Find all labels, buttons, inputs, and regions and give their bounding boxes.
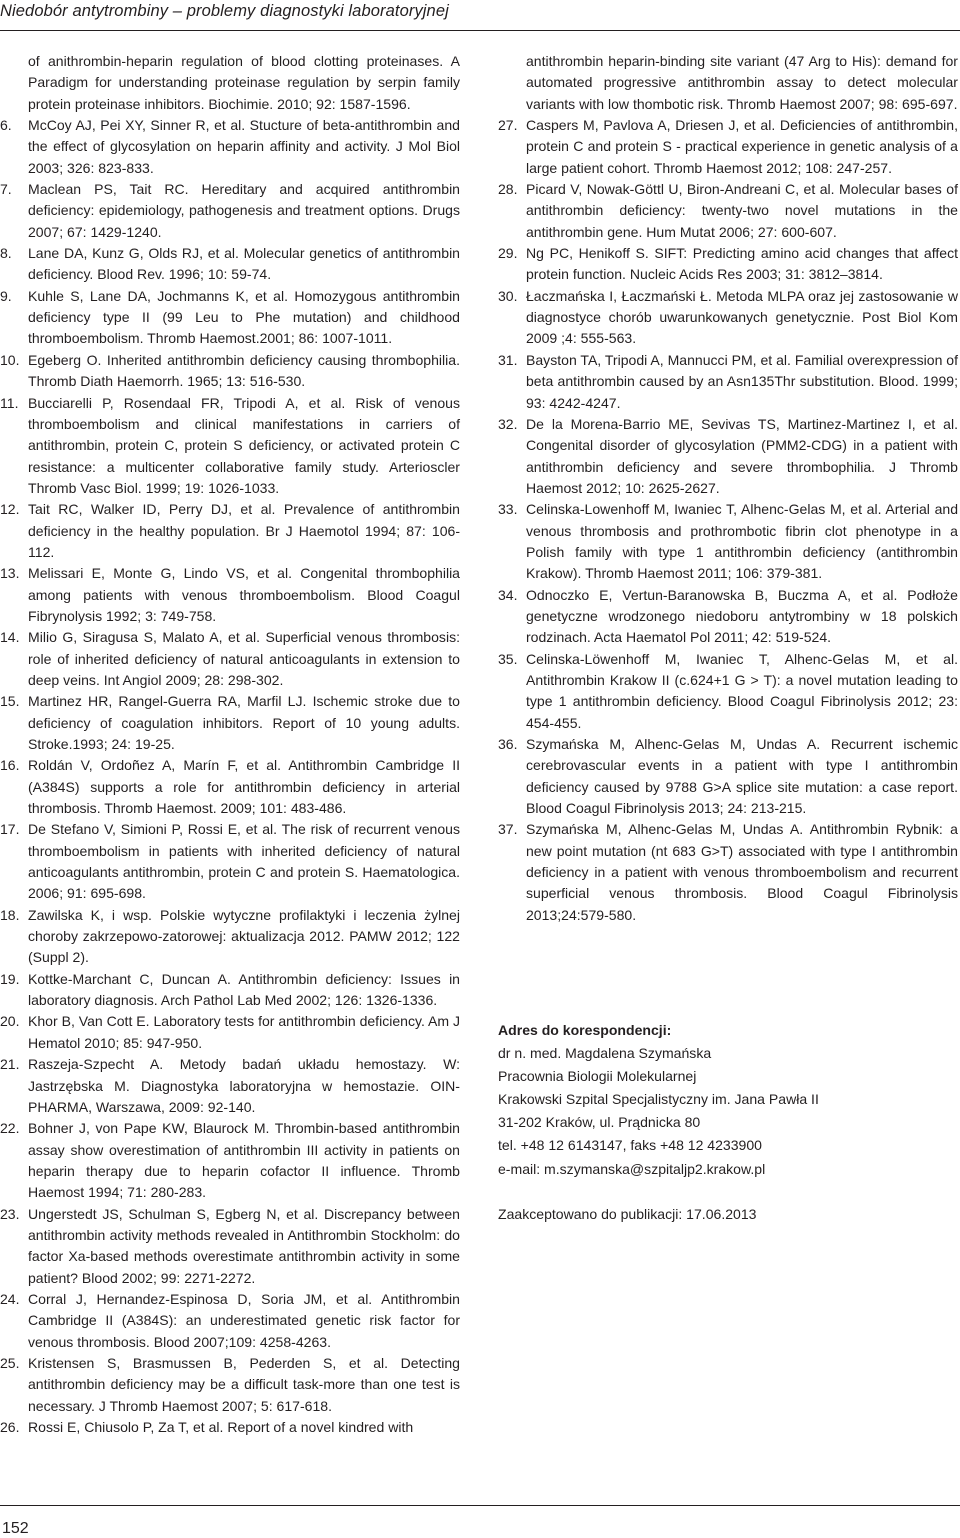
correspondence-block: [498, 1019, 958, 1181]
reference-item: [0, 243, 460, 286]
reference-text: Tait RC, Walker ID, Perry DJ, et al. Prevalence of antithrombin deficiency in the healthy population. Br J Haemotol 1994; 87: 106-112.: [28, 501, 460, 560]
reference-item: [0, 1054, 460, 1118]
reference-number: 13.: [0, 565, 20, 582]
reference-text: Celinska-Lowenhoff M, Iwaniec T, Alhenc-Gelas M, et al. Arterial and venous thrombosis and prothrombotic fibrin clot phenotype in a Polish family with type 1 antithrombin deficiency (antithrombin Krakow). Thromb Haemost 2011; 106: 379-381.: [526, 501, 958, 582]
reference-item: [0, 1011, 460, 1054]
reference-item: [498, 649, 958, 734]
reference-text: Roldán V, Ordoñez A, Marín F, et al. Antithrombin Cambridge II (A384S) supports a role for antithrombin deficiency in arterial thrombosis. Thromb Haemost. 2009; 101: 483-486.: [28, 757, 460, 817]
reference-number: 28.: [498, 181, 518, 198]
reference-text: Ng PC, Henikoff S. SIFT: Predicting amino acid changes that affect protein function. Nucleic Acids Res 2003; 31: 3812–3814.: [526, 245, 958, 283]
reference-number: 14.: [0, 629, 20, 646]
reference-text: Caspers M, Pavlova A, Driesen J, et al. Deficiencies of antithrombin, protein C and protein S - practical experience in genetic analysis of a large patient cohort. Thromb Haemost 2012; 108: 247-257.: [526, 117, 958, 176]
reference-item: [0, 393, 460, 500]
reference-text: Odnoczko E, Vertun-Baranowska B, Buczma A, et al. Podłoże genetyczne wrodzonego niedoboru antytrombiny w 18 polskich rodzinach. Acta Haematol Pol 2011; 42: 519-524.: [526, 586, 958, 646]
reference-text: Rossi E, Chiusolo P, Za T, et al. Report of a novel kindred with: [28, 1419, 414, 1435]
reference-list: [0, 115, 460, 1438]
reference-item: [0, 115, 460, 179]
reference-number: 25.: [0, 1354, 20, 1371]
reference-number: 34.: [498, 586, 518, 603]
reference-text: Milio G, Siragusa S, Malato A, et al. Superficial venous thrombosis: role of inherited deficiency of natural anticoagulants in extension to deep veins. Int Angiol 2009; 28: 298-302.: [28, 629, 460, 688]
reference-text: De la Morena-Barrio ME, Sevivas TS, Martinez-Martinez I, et al. Congenital disorder of glycosylation (PMM2-CDG) in a patient with antithrombin deficiency and severe thrombophilia. J Thromb Haemost 2012; 10: 2625-2627.: [526, 415, 958, 496]
reference-number: 16.: [0, 757, 20, 774]
correspondence-address: 31-202 Kraków, ul. Prądnicka 80: [498, 1114, 701, 1131]
reference-item: [0, 819, 460, 904]
reference-item: [0, 1289, 460, 1353]
reference-number: 26.: [0, 1419, 20, 1435]
reference-item: [0, 179, 460, 243]
reference-text: Zawilska K, i wsp. Polskie wytyczne profilaktyki i leczenia żylnej choroby zakrzepowo-zatorowej: aktualizacja 2012. PAMW 2012; 122 (Suppl 2).: [28, 906, 460, 966]
reference-text: Bucciarelli P, Rosendaal FR, Tripodi A, et al. Risk of venous thromboembolism and clinical manifestations in carriers of antithrombin, protein C, protein S deficiency, or activated protein C resistance: a multicenter collaborative family study. Arterioscler Thromb Vasc Biol. 1999; 19: 1026-1033.: [28, 394, 460, 496]
reference-number: 19.: [0, 970, 20, 987]
reference-item: [498, 414, 958, 499]
reference-text: Ungerstedt JS, Schulman S, Egberg N, et al. Discrepancy between antithrombin activity methods revealed in Antithrombin Stockholm: do factor Xa-based methods overestimate antithrombin activity in some patient? Blood 2002; 99: 2271-2272.: [28, 1205, 460, 1286]
reference-number: 18.: [0, 906, 20, 923]
reference-item: [0, 286, 460, 350]
reference-text: Szymańska M, Alhenc-Gelas M, Undas A. Recurrent ischemic cerebrovascular events in a patient with type I antithrombin deficiency caused by 9788 G>A splice site mutation: a case report. Blood Coagul Fibrinolysis 2013; 24: 213-215.: [526, 736, 958, 817]
reference-item: [498, 179, 958, 243]
reference-item: [498, 243, 958, 286]
reference-number: 33.: [498, 501, 518, 518]
reference-list: [498, 115, 958, 926]
reference-number: 12.: [0, 501, 20, 518]
reference-number: 23.: [0, 1205, 20, 1222]
header-divider: [0, 30, 960, 31]
reference-item: [0, 969, 460, 1012]
page-number: 152: [2, 1520, 29, 1537]
reference-item: [0, 627, 460, 691]
reference-text: Khor B, Van Cott E. Laboratory tests for antithrombin deficiency. Am J Hematol 2010; 85: 947-950.: [28, 1013, 461, 1051]
reference-text: Szymańska M, Alhenc-Gelas M, Undas A. Antithrombin Rybnik: a new point mutation (nt 683 G>T) associated with type I antithrombin deficiency in a patient with venous thromboembolism and recurrent superficial venous thrombosis. Blood Coagul Fibrinolysis 2013;24:579-580.: [526, 821, 958, 923]
reference-text: McCoy AJ, Pei XY, Sinner R, et al. Stucture of beta-antithrombin and the effect of glycosylation on heparin affinity and activity. J Mol Biol 2003; 326: 823-833.: [28, 117, 460, 176]
reference-number: 6.: [0, 117, 12, 134]
reference-item: [498, 734, 958, 819]
reference-number: 27.: [498, 117, 518, 134]
right-column: [498, 51, 958, 926]
reference-number: 17.: [0, 821, 20, 838]
reference-text: Bohner J, von Pape KW, Blaurock M. Thrombin-based antithrombin assay show overestimation of antithrombin III activity in patients on heparin therapy due to heparin cofactor II influence. Thromb Haemost 1994; 71: 280-283.: [28, 1120, 460, 1201]
reference-text: Kristensen S, Brasmussen B, Pederden S, et al. Detecting antithrombin deficiency may be a difficult task-more than one test is necessary. J Thromb Haemost 2007; 5: 617-618.: [28, 1354, 460, 1414]
reference-item: [0, 499, 460, 563]
reference-item: [0, 1118, 460, 1203]
reference-number: 8.: [0, 245, 12, 262]
reference-number: 35.: [498, 650, 518, 667]
reference-item: [498, 819, 958, 926]
correspondence-hospital: Krakowski Szpital Specjalistyczny im. Jana Pawła II: [498, 1091, 819, 1108]
correspondence-name: dr n. med. Magdalena Szymańska: [498, 1045, 712, 1062]
acceptance-date: Zaakceptowano do publikacji: 17.06.2013: [498, 1206, 757, 1222]
reference-item: [498, 585, 958, 649]
correspondence-heading: Adres do korespondencji:: [498, 1022, 672, 1038]
reference-item: [0, 1204, 460, 1289]
reference-number: 21.: [0, 1056, 20, 1073]
reference-number: 20.: [0, 1013, 20, 1030]
reference-text: Łaczmańska I, Łaczmański Ł. Metoda MLPA oraz jej zastosowanie w diagnostyce chorób uwarunkowanych genetycznie. Post Biol Kom 2009 ;4: 555-563.: [526, 287, 958, 347]
reference-number: 22.: [0, 1120, 20, 1137]
reference-item: [498, 499, 958, 584]
reference-text: Bayston TA, Tripodi A, Mannucci PM, et al. Familial overexpression of beta antithrombin caused by an Asn135Thr substitution. Blood. 1999; 93: 4242-4247.: [526, 351, 958, 411]
footer-divider: [0, 1505, 960, 1506]
reference-text: Celinska-Löwenhoff M, Iwaniec T, Alhenc-Gelas M, et al. Antithrombin Krakow II (c.624+1 G > T): a novel mutation leading to type 1 antithrombin deficiency. Blood Coagul Fibrinolysis 2012; 23: 454-455.: [526, 650, 958, 731]
reference-number: 11.: [0, 394, 19, 411]
reference-item: [0, 691, 460, 755]
reference-continuation: antithrombin heparin-binding site variant (47 Arg to His): demand for automated progressive antithrombin assay to detect molecular variants with low thombotic risk. Thromb Haemost 2007; 98: 695-697.: [526, 53, 958, 112]
reference-item: [0, 1417, 460, 1438]
reference-number: 24.: [0, 1290, 20, 1307]
reference-item: [0, 905, 460, 969]
reference-text: Kottke-Marchant C, Duncan A. Antithrombin deficiency: Issues in laboratory diagnosis. Arch Pathol Lab Med 2002; 126: 1326-1336.: [28, 970, 460, 1009]
reference-number: 32.: [498, 415, 518, 432]
reference-number: 9.: [0, 287, 12, 304]
correspondence-department: Pracownia Biologii Molekularnej: [498, 1068, 697, 1085]
reference-text: De Stefano V, Simioni P, Rossi E, et al. The risk of recurrent venous thromboembolism in patients with inherited deficiency of natural anticoagulants antithrombin, protein C and protein S. Haematologica. 2006; 91: 695-698.: [28, 821, 460, 902]
reference-text: Egeberg O. Inherited antithrombin deficiency causing thrombophilia. Thromb Diath Haemorrh. 1965; 13: 516-530.: [28, 351, 460, 390]
reference-item: [498, 115, 958, 179]
reference-item: [498, 350, 958, 414]
reference-item: [0, 350, 460, 393]
reference-number: 30.: [498, 287, 518, 304]
reference-text: Raszeja-Szpecht A. Metody badań układu hemostazy. W: Jastrzębska M. Diagnostyka laboratoryjna w hemostazie. OIN-PHARMA, Warszawa, 2009: 92-140.: [28, 1056, 460, 1115]
reference-text: Maclean PS, Tait RC. Hereditary and acquired antithrombin deficiency: epidemiology, pathogenesis and treatment options. Drugs 2007; 67: 1429-1240.: [28, 181, 460, 240]
reference-number: 31.: [498, 351, 518, 368]
reference-item: [0, 755, 460, 819]
correspondence-email[interactable]: e-mail: m.szymanska@szpitaljp2.krakow.pl: [498, 1160, 766, 1177]
reference-number: 29.: [498, 245, 518, 262]
running-header: Niedobór antytrombiny – problemy diagnostyki laboratoryjnej: [0, 2, 449, 20]
reference-text: Melissari E, Monte G, Lindo VS, et al. Congenital thrombophilia among patients with venous thromboembolism. Blood Coagul Fibrynolysis 1992; 3: 749-758.: [28, 565, 460, 624]
reference-text: Martinez HR, Rangel-Guerra RA, Marfil LJ. Ischemic stroke due to deficiency of coagulation inhibitors. Report of 10 young adults. Stroke.1993; 24: 19-25.: [28, 693, 460, 752]
reference-text: Picard V, Nowak-Göttl U, Biron-Andreani C, et al. Molecular bases of antithrombin deficiency: twenty-two novel mutations in the antithrombin gene. Hum Mutat 2006; 27: 600-607.: [526, 181, 958, 240]
left-column: [0, 51, 460, 1438]
reference-text: Kuhle S, Lane DA, Jochmanns K, et al. Homozygous antithrombin deficiency type II (99 Leu to Phe mutation) and childhood thromboembolism. Thromb Haemost.2001; 86: 1007-1011.: [28, 287, 460, 347]
reference-number: 10.: [0, 351, 20, 368]
reference-item: [0, 563, 460, 627]
reference-number: 15.: [0, 693, 20, 710]
reference-item: [498, 286, 958, 350]
reference-text: Lane DA, Kunz G, Olds RJ, et al. Molecular genetics of antithrombin deficiency. Blood Rev. 1996; 10: 59-74.: [28, 245, 460, 283]
reference-number: 7.: [0, 181, 12, 198]
reference-number: 37.: [498, 821, 518, 838]
reference-continuation: of anithrombin-heparin regulation of blood clotting proteinases. A Paradigm for understanding proteinase regulation by serpin family protein proteinase inhibitors. Biochimie. 2010; 92: 1587-1596.: [28, 53, 460, 112]
reference-text: Corral J, Hernandez-Espinosa D, Soria JM, et al. Antithrombin Cambridge II (A384S): an underestimated genetic risk factor for venous thrombosis. Blood 2007;109: 4258-4263.: [28, 1290, 460, 1350]
reference-number: 36.: [498, 736, 518, 752]
correspondence-phone: tel. +48 12 6143147, faks +48 12 4233900: [498, 1137, 762, 1154]
reference-item: [0, 1353, 460, 1417]
